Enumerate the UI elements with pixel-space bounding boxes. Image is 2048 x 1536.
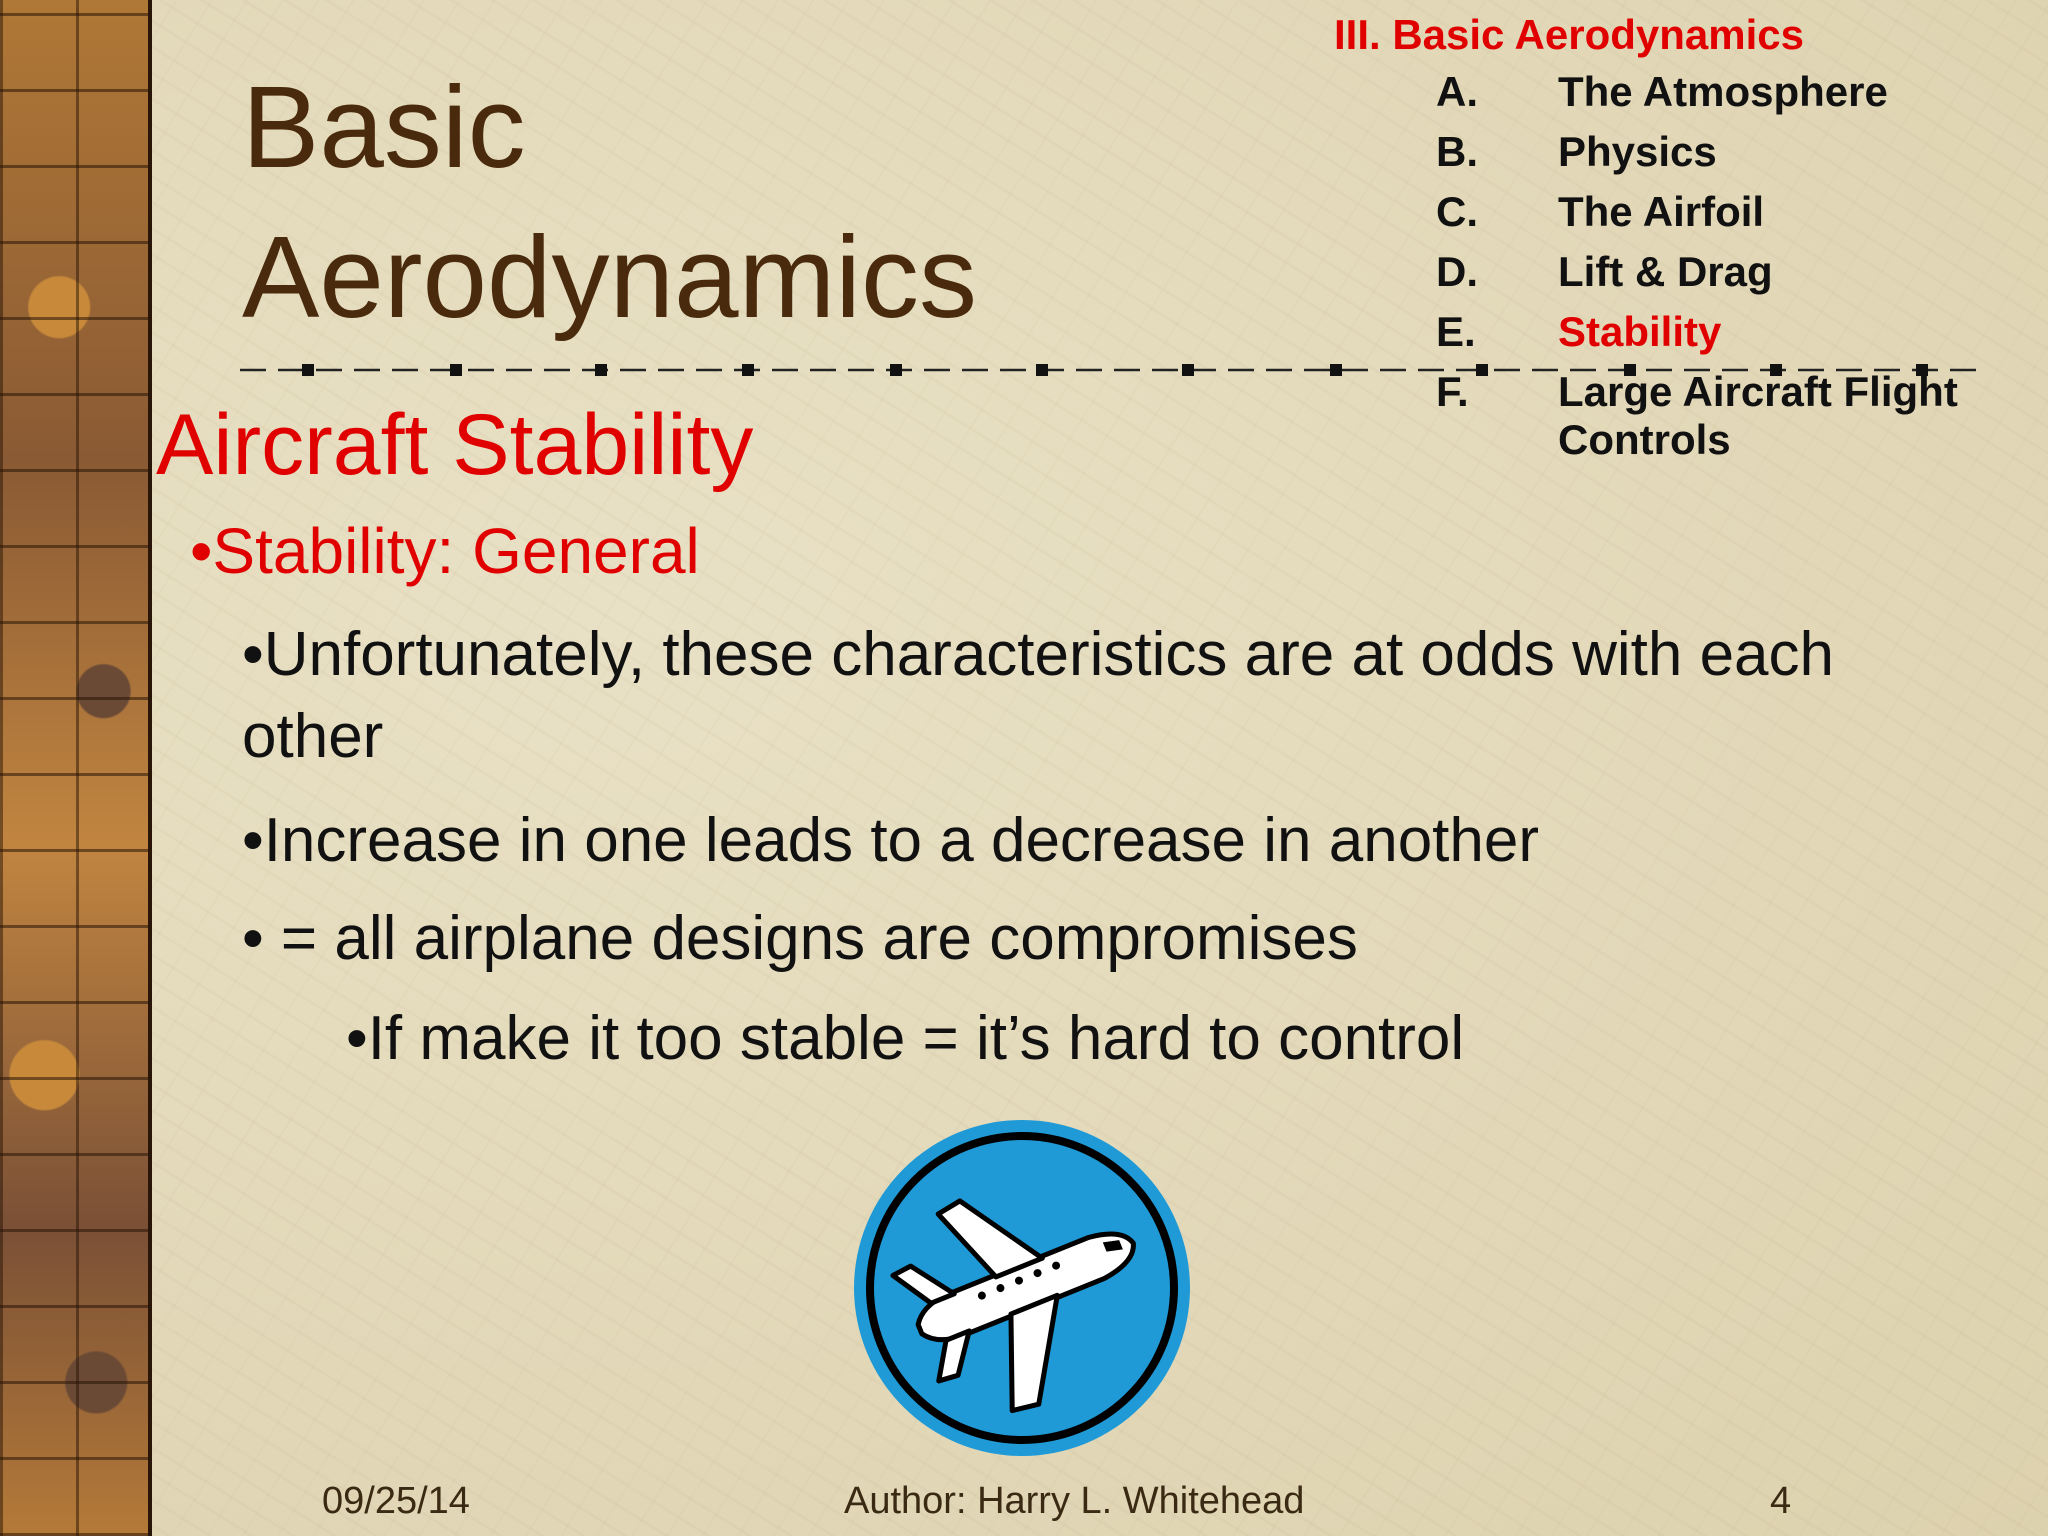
outline-item-letter: D. [1436,248,1478,295]
sub-bullet-heading: •Stability: General [190,515,700,587]
outline-item-label: Large Aircraft Flight Controls [1558,368,1958,463]
outline-item-letter: E. [1436,308,1476,355]
outline-item-label: Stability [1558,308,1722,355]
bullet-item: •Increase in one leads to a decrease in another [242,806,1540,875]
outline-item-letter: B. [1436,128,1478,175]
outline-item-letter: A. [1436,68,1478,115]
airplane-icon [852,1118,1192,1458]
title-line-1: Basic [242,62,526,192]
outline-item-physics [1334,128,2034,188]
slide-title [242,52,977,352]
outline-item-flight-controls [1334,368,2034,463]
footer-author: Author: Harry L. Whitehead [844,1480,1305,1522]
bullet-item-nested: •If make it too stable = it’s hard to control [346,1004,1465,1073]
outline-item-airfoil [1334,188,2034,248]
topic-outline [1334,10,2034,463]
outline-item-atmosphere [1334,68,2034,128]
outline-item-label: Physics [1558,128,1717,175]
bullet-item: •Unfortunately, these characteristics are at odds with each other [242,620,1835,771]
outline-item-stability [1334,308,2034,368]
outline-item-lift-drag [1334,248,2034,308]
outline-item-letter: C. [1436,188,1478,235]
footer-date: 09/25/14 [322,1480,470,1522]
outline-item-label: The Airfoil [1558,188,1765,235]
title-line-2: Aerodynamics [242,212,977,342]
outline-item-label: Lift & Drag [1558,248,1773,295]
outline-heading: III. Basic Aerodynamics [1334,11,1804,58]
decorative-border [0,0,152,1536]
bullet-item: • = all airplane designs are compromises [242,904,1358,973]
page-number: 4 [1770,1480,1792,1522]
outline-item-label: The Atmosphere [1558,68,1888,115]
outline-item-letter: F. [1436,368,1469,415]
section-title: Aircraft Stability [156,397,754,493]
